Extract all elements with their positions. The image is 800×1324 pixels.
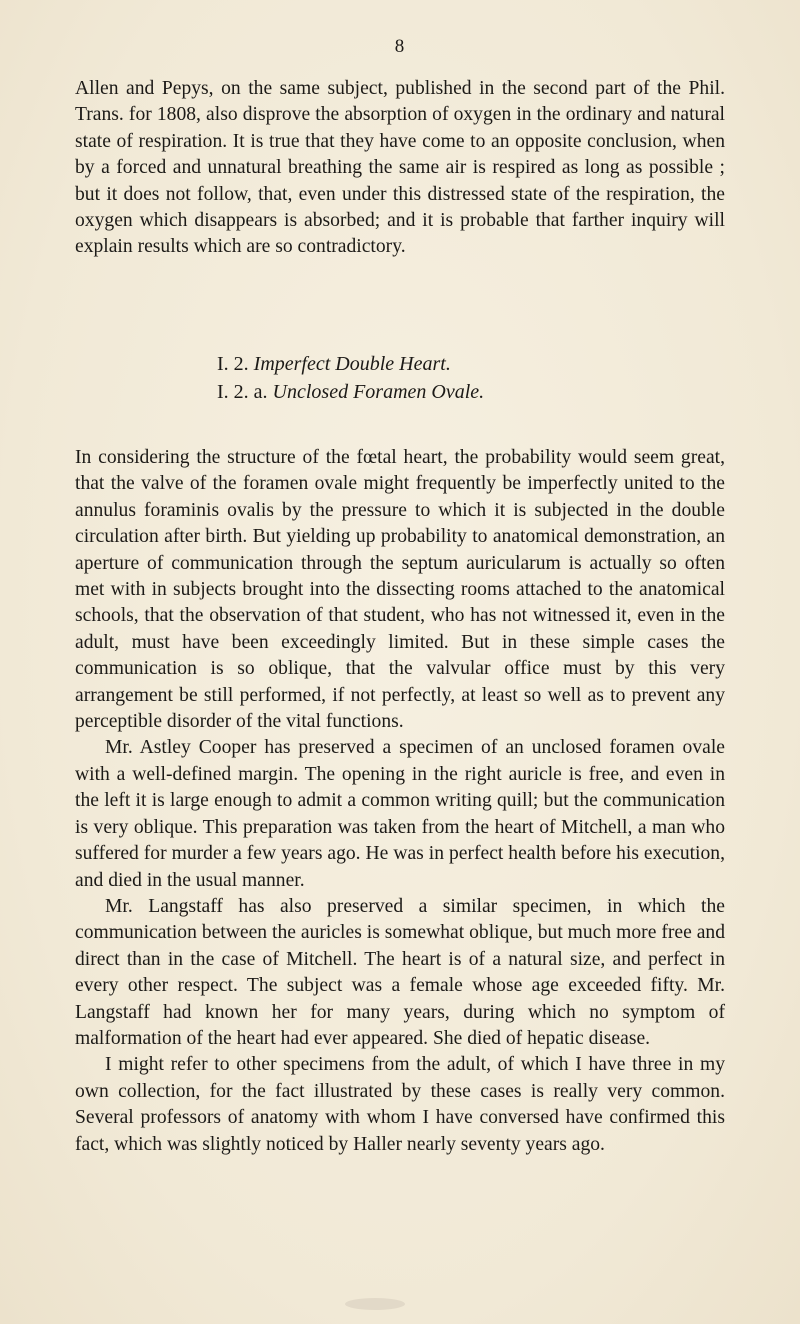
body-paragraph: In considering the structure of the fœtal heart, the probability would seem great, that the valve of the foramen ovale might frequently be imperfectly united to the annulus foraminis ovalis by the pressure to which it is subjected in the double circulation after birth. But yielding up probability to anatomical demonstration, an aperture of communication through the septum auricularum is actually so often met with in subjects brought into the dissecting rooms attached to the anatomical schools, that the observation of that student, who has not witnessed it, even in the adult, must have been exceedingly limited. But in these simple cases the communication is so oblique, that the valvular office must by this very arrangement be still performed, if not perfectly, at least so well as to prevent any perceptible disorder of the vital functions. [75,447,725,733]
body-paragraph: Mr. Langstaff has also preserved a similar specimen, in which the communication between the auricles is somewhat oblique, but much more free and direct than in the case of Mitchell. The heart is of a natural size, and perfect in every other respect. The subject was a female whose age exceeded fifty. Mr. Langstaff had known her for many years, during which no symptom of malformation of the heart had ever appeared. She died of hepatic disease. [75,895,725,1049]
subsection-heading-title: Unclosed Foramen Ovale. [272,381,485,403]
subsection-heading [0,378,800,406]
intro-paragraph: Allen and Pepys, on the same subject, published in the second part of the Phil. Trans. for 1808, also disprove the absorption of oxygen in the ordinary and natural state of respiration. It is true that they have come to an opposite conclusion, when by a forced and unnatural breathing the same air is respired as long as possible ; but it does not follow, that, even under this distressed state of the respiration, the oxygen which disappears is absorbed; and it is probable that farther inquiry will explain results which are so contradictory. [75,78,725,258]
ink-smudge [345,1298,405,1310]
section-headings [0,350,800,406]
section-heading-number: I. 2. [217,353,249,375]
section-heading-title: Imperfect Double Heart. [253,353,451,375]
section-heading [0,350,800,378]
body-paragraph: I might refer to other specimens from the adult, of which I have three in my own collection, for the fact illustrated by these cases is really very common. Several professors of anatomy with whom I have conversed have confirmed this fact, which was slightly noticed by Haller nearly seventy years ago. [75,1054,725,1155]
body-text-block [75,445,725,1158]
body-paragraph: Mr. Astley Cooper has preserved a specimen of an unclosed foramen ovale with a well-defined margin. The opening in the right auricle is free, and even in the left it is large enough to admit a common writing quill; but the communication is very oblique. This preparation was taken from the heart of Mitchell, a man who suffered for murder a few years ago. He was in perfect health before his execution, and died in the usual manner. [75,737,725,891]
intro-text-block [75,76,725,261]
page-number: 8 [394,36,406,57]
subsection-heading-number: I. 2. a. [217,381,268,403]
